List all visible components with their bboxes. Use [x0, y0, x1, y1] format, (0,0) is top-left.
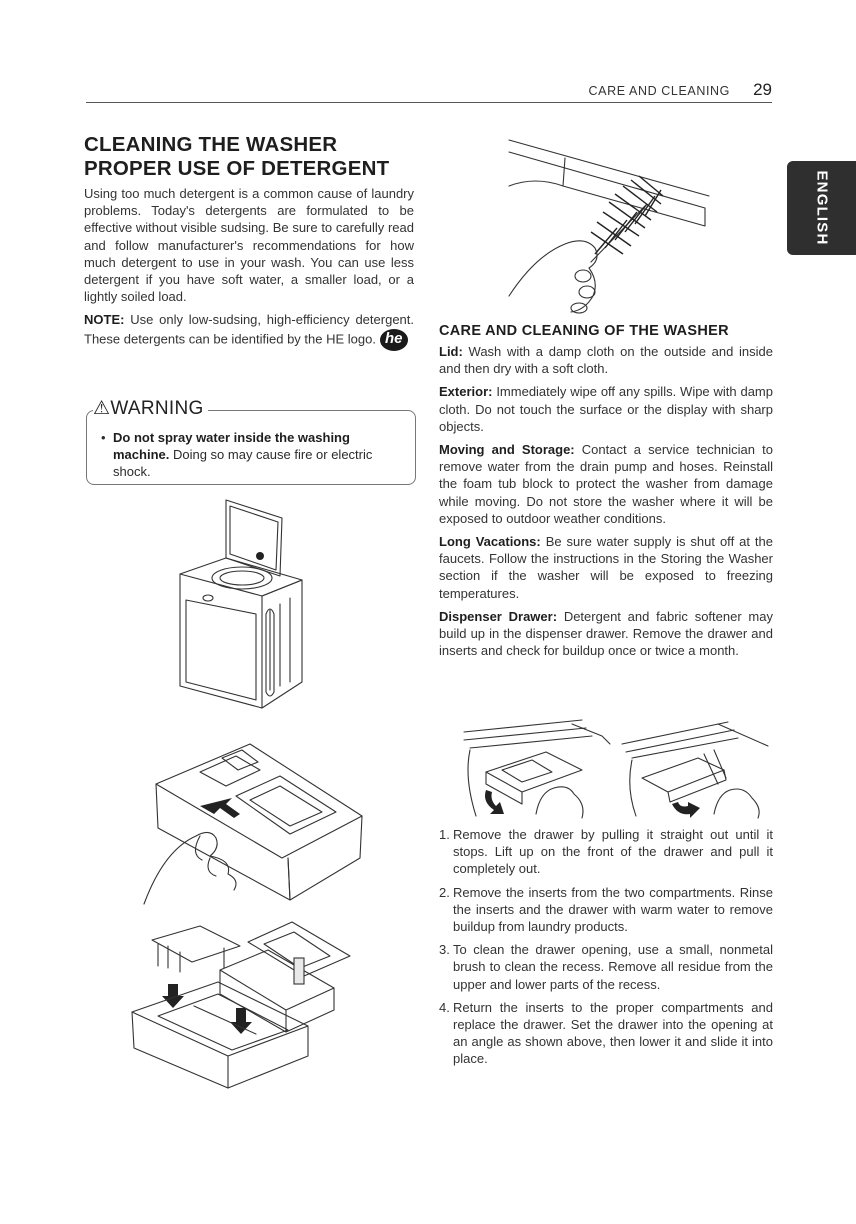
- care-section: [439, 323, 773, 659]
- step-text: Remove the drawer by pulling it straight out until it stops. Lift up on the front of the drawer and pull it completely out.: [453, 827, 773, 877]
- care-item-text: Be sure water supply is shut off at the faucets. Follow the instructions in the Storing the Washer section if the washer will be exposed to freezing temperatures.: [439, 534, 773, 601]
- step-item: [439, 941, 773, 993]
- warning-bold-text: Do not spray water inside the washing machine.: [113, 430, 350, 462]
- drawer-inserts-illustration: [128, 916, 373, 1091]
- steps-section: [439, 826, 773, 1074]
- care-item-dispenser-drawer: [439, 608, 773, 660]
- note-label: NOTE:: [84, 312, 125, 328]
- page-header: [86, 80, 772, 103]
- care-item-label: Long Vacations:: [439, 534, 541, 550]
- care-item-label: Lid:: [439, 344, 463, 359]
- title-line-2: PROPER USE OF DETERGENT: [84, 157, 390, 180]
- care-item-label: Moving and Storage:: [439, 442, 575, 458]
- warning-text: Doing so may cause fire or electric shock.: [113, 447, 373, 479]
- header-section-title: CARE AND CLEANING: [588, 84, 730, 98]
- warning-bullet: [101, 429, 401, 480]
- bullet-icon: •: [101, 430, 106, 445]
- step-item: [439, 999, 773, 1068]
- step-text: Return the inserts to the proper compartments and replace the drawer. Set the drawer into the opening at an angle as shown above, then lower it and slide it into place.: [453, 999, 773, 1067]
- step-text: To clean the drawer opening, use a small, nonmetal brush to clean the recess. Remove all residue from the upper and lower parts of the recess.: [453, 942, 773, 992]
- language-tab-label: ENGLISH: [813, 170, 830, 246]
- care-item-text: Detergent and fabric softener may build up in the dispenser drawer. Remove the drawer and inserts and check for buildup once or twice a month.: [439, 608, 773, 659]
- steps-list: [439, 826, 773, 1068]
- note-paragraph: [84, 311, 414, 350]
- page-title: [84, 133, 414, 181]
- drawer-pull-illustration-2: [618, 718, 776, 818]
- care-item-label: Exterior:: [439, 384, 493, 400]
- step-item: [439, 884, 773, 936]
- care-item-lid: [439, 343, 773, 377]
- left-column: [84, 133, 414, 351]
- intro-paragraph: Using too much detergent is a common cause of laundry problems. Today's detergents are formulated to be effective without visible sudsing. Be sure to carefully read and follow manufacturer's recommendations for how much detergent to use in your wash. You can use less detergent if you have soft water, a smaller load, or a lightly soiled load.: [84, 186, 414, 305]
- warning-heading: [93, 397, 208, 420]
- page-number: 29: [753, 80, 772, 99]
- step-item: [439, 826, 773, 878]
- step-text: Remove the inserts from the two compartments. Rinse the inserts and the drawer with warm water to remove buildup from laundry products.: [453, 884, 773, 935]
- warning-title: WARNING: [110, 398, 204, 419]
- care-item-moving-storage: [439, 441, 773, 527]
- warning-triangle-icon: ⚠: [93, 398, 111, 419]
- care-item-label: Dispenser Drawer:: [439, 608, 558, 624]
- he-logo: [380, 329, 408, 351]
- care-item-text: Immediately wipe off any spills. Wipe with damp cloth. Do not touch the surface or the display with sharp objects.: [439, 384, 773, 434]
- step-number: 4.: [439, 999, 450, 1015]
- step-number: 2.: [439, 884, 450, 900]
- care-item-long-vacations: [439, 533, 773, 602]
- care-item-text: Wash with a damp cloth on the outside and inside and then dry with a soft cloth.: [439, 344, 773, 377]
- step-number: 3.: [439, 942, 450, 958]
- warning-box: [86, 398, 416, 485]
- dispenser-drawer-hand-illustration: [140, 740, 365, 905]
- care-item-exterior: [439, 383, 773, 435]
- washer-illustration: [170, 496, 310, 710]
- note-text: Use only low-sudsing, high-efficiency detergent. These detergents can be identified by the HE logo.: [84, 312, 414, 347]
- language-tab: [787, 161, 856, 255]
- care-section-title: CARE AND CLEANING OF THE WASHER: [439, 323, 729, 339]
- brush-cleaning-illustration: [505, 136, 710, 316]
- title-line-1: CLEANING THE WASHER: [84, 133, 338, 156]
- step-number: 1.: [439, 827, 450, 842]
- drawer-pull-illustration-1: [462, 718, 612, 818]
- care-item-text: Contact a service technician to remove water from the drain pump and hoses. Reinstall the foam tub block to protect the washer from damage while moving. Do not store the washer where it will be exposed to outdoor weather conditions.: [439, 442, 773, 526]
